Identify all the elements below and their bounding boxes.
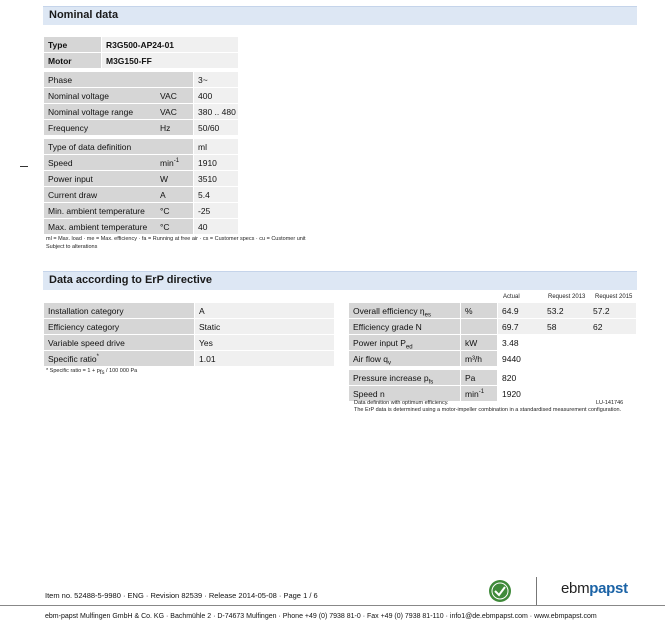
performance-value: 3510 — [194, 171, 238, 187]
performance-value: 5.4 — [194, 187, 238, 203]
type-row — [44, 37, 238, 53]
erp-request-2013-value: 58 — [543, 319, 589, 335]
erp-right-row — [349, 370, 636, 386]
nominal-footnote-legend: ml = Max. load · me = Max. efficiency · fa = Running at free air · cs = Customer specs · cu = Customer unit — [46, 236, 306, 242]
item-line: Item no. 52488-5-9980 · ENG · Revision 82539 · Release 2014-05-08 · Page 1 / 6 — [45, 591, 318, 600]
performance-row — [44, 171, 238, 187]
performance-label: Type of data definition — [44, 139, 156, 155]
nominal-footnote-alterations: Subject to alterations — [46, 244, 98, 250]
erp-left-row — [44, 335, 334, 351]
erp-right-label: Speed n — [349, 386, 461, 402]
erp-left-row — [44, 303, 334, 319]
performance-row — [44, 219, 238, 235]
erp-right-row — [349, 335, 636, 351]
erp-actual-value: 3.48 — [498, 335, 543, 351]
performance-row — [44, 187, 238, 203]
company-address: ebm-papst Mulfingen GmbH & Co. KG · Bachmühle 2 · D-74673 Mulfingen · Phone +49 (0) 7938 81-0 · Fax +49 (0) 7938 81-110 · info1@de.ebmpapst.com · www.ebmpapst.com — [45, 613, 597, 620]
erp-request-2013-value — [543, 335, 589, 351]
erp-right-row — [349, 319, 636, 335]
erp-right-label: Efficiency grade N — [349, 319, 461, 335]
electrical-row — [44, 72, 238, 88]
electrical-label: Nominal voltage — [44, 88, 156, 104]
section-header-nominal — [43, 6, 637, 25]
performance-row — [44, 203, 238, 219]
electrical-unit: VAC — [156, 104, 194, 120]
erp-left-row — [44, 351, 334, 367]
performance-value: 40 — [194, 219, 238, 235]
erp-request-2015-value: 57.2 — [589, 303, 636, 319]
erp-left-value: Static — [195, 319, 334, 335]
erp-right-unit — [461, 319, 498, 335]
erp-left-row — [44, 319, 334, 335]
type-value: R3G500-AP24-01 — [102, 37, 238, 53]
erp-left-label: Installation category — [44, 303, 195, 319]
electrical-value: 3~ — [194, 72, 238, 88]
erp-actual-value: 64.9 — [498, 303, 543, 319]
margin-mark — [20, 166, 28, 167]
performance-row — [44, 139, 238, 155]
erp-actual-value: 820 — [498, 370, 543, 386]
erp-right-label: Air flow $q_v$ — [349, 351, 461, 370]
erp-request-2013-value: 53.2 — [543, 303, 589, 319]
erp-request-2015-value — [589, 351, 636, 370]
erp-left-label: Specific ratio* — [44, 351, 195, 367]
erp-right-label: Power input $P_{ed}$ — [349, 335, 461, 351]
performance-unit — [156, 139, 194, 155]
erp-left-label: Variable speed drive — [44, 335, 195, 351]
erp-actual-value: 1920 — [498, 386, 543, 402]
erp-left-table — [44, 303, 334, 367]
electrical-value: 50/60 — [194, 120, 238, 136]
erp-request-2013-value — [543, 386, 589, 402]
performance-value: -25 — [194, 203, 238, 219]
electrical-value: 400 — [194, 88, 238, 104]
type-table — [44, 37, 238, 69]
erp-request-2015-value — [589, 370, 636, 386]
col-request-2013: Request 2013 — [548, 294, 586, 300]
specific-ratio-footnote: * Specific ratio = $1 + p_{fs} / 100$ 000 Pa — [46, 368, 138, 377]
performance-unit: °C — [156, 219, 194, 235]
section-header-erp — [43, 271, 637, 290]
erp-note-measurement: The ErP data is determined using a motor-impeller combination in a standardised measurement configuration. — [354, 407, 622, 413]
performance-unit: A — [156, 187, 194, 203]
electrical-row — [44, 104, 238, 120]
col-actual: Actual — [503, 294, 520, 300]
electrical-unit: Hz — [156, 120, 194, 136]
motor-row — [44, 53, 238, 69]
section-title-nominal: Nominal data — [49, 9, 119, 21]
electrical-value: 380 .. 480 — [194, 104, 238, 120]
erp-right-unit: kW — [461, 335, 498, 351]
erp-right-unit: $\min^{-1}$ — [461, 386, 498, 402]
performance-label: Power input — [44, 171, 156, 187]
erp-right-label: Overall efficiency $\eta_{es}$ — [349, 303, 461, 319]
erp-left-label: Efficiency category — [44, 319, 195, 335]
erp-right-unit: m³/h — [461, 351, 498, 370]
erp-request-2015-value: 62 — [589, 319, 636, 335]
performance-label: Current draw — [44, 187, 156, 203]
erp-note-code: LU-141746 — [596, 400, 624, 406]
performance-row — [44, 155, 238, 171]
erp-left-value: 1.01 — [195, 351, 334, 367]
performance-label: Speed — [44, 155, 156, 171]
motor-value: M3G150-FF — [102, 53, 238, 69]
erp-right-unit: % — [461, 303, 498, 319]
electrical-label: Phase — [44, 72, 156, 88]
electrical-label: Nominal voltage range — [44, 104, 156, 120]
erp-right-table — [349, 303, 636, 402]
erp-request-2013-value — [543, 370, 589, 386]
erp-actual-value: 9440 — [498, 351, 543, 370]
performance-unit: $\min^{-1}$ — [156, 155, 194, 171]
erp-actual-value: 69.7 — [498, 319, 543, 335]
performance-value: 1910 — [194, 155, 238, 171]
erp-request-2015-value — [589, 335, 636, 351]
col-request-2015: Request 2015 — [595, 294, 633, 300]
section-title-erp: Data according to ErP directive — [49, 274, 213, 286]
erp-right-row — [349, 351, 636, 370]
erp-right-unit: Pa — [461, 370, 498, 386]
footer-divider — [536, 577, 537, 605]
performance-unit: W — [156, 171, 194, 187]
electrical-row — [44, 120, 238, 136]
performance-table — [44, 139, 238, 235]
erp-note-definition: Data definition with optimum efficiency. — [354, 400, 449, 406]
performance-unit: °C — [156, 203, 194, 219]
erp-left-value: A — [195, 303, 334, 319]
erp-left-value: Yes — [195, 335, 334, 351]
type-label: Type — [44, 37, 102, 53]
quality-seal-icon — [488, 579, 512, 603]
ebmpapst-logo: ebmpapst — [561, 580, 628, 597]
erp-request-2013-value — [543, 351, 589, 370]
electrical-unit — [156, 72, 194, 88]
footer-rule — [0, 605, 665, 606]
electrical-row — [44, 88, 238, 104]
erp-right-label: Pressure increase $p_{fs}$ — [349, 370, 461, 386]
motor-label: Motor — [44, 53, 102, 69]
electrical-label: Frequency — [44, 120, 156, 136]
performance-label: Max. ambient temperature — [44, 219, 156, 235]
electrical-table — [44, 72, 238, 136]
performance-label: Min. ambient temperature — [44, 203, 156, 219]
electrical-unit: VAC — [156, 88, 194, 104]
performance-value: ml — [194, 139, 238, 155]
erp-right-row — [349, 303, 636, 319]
